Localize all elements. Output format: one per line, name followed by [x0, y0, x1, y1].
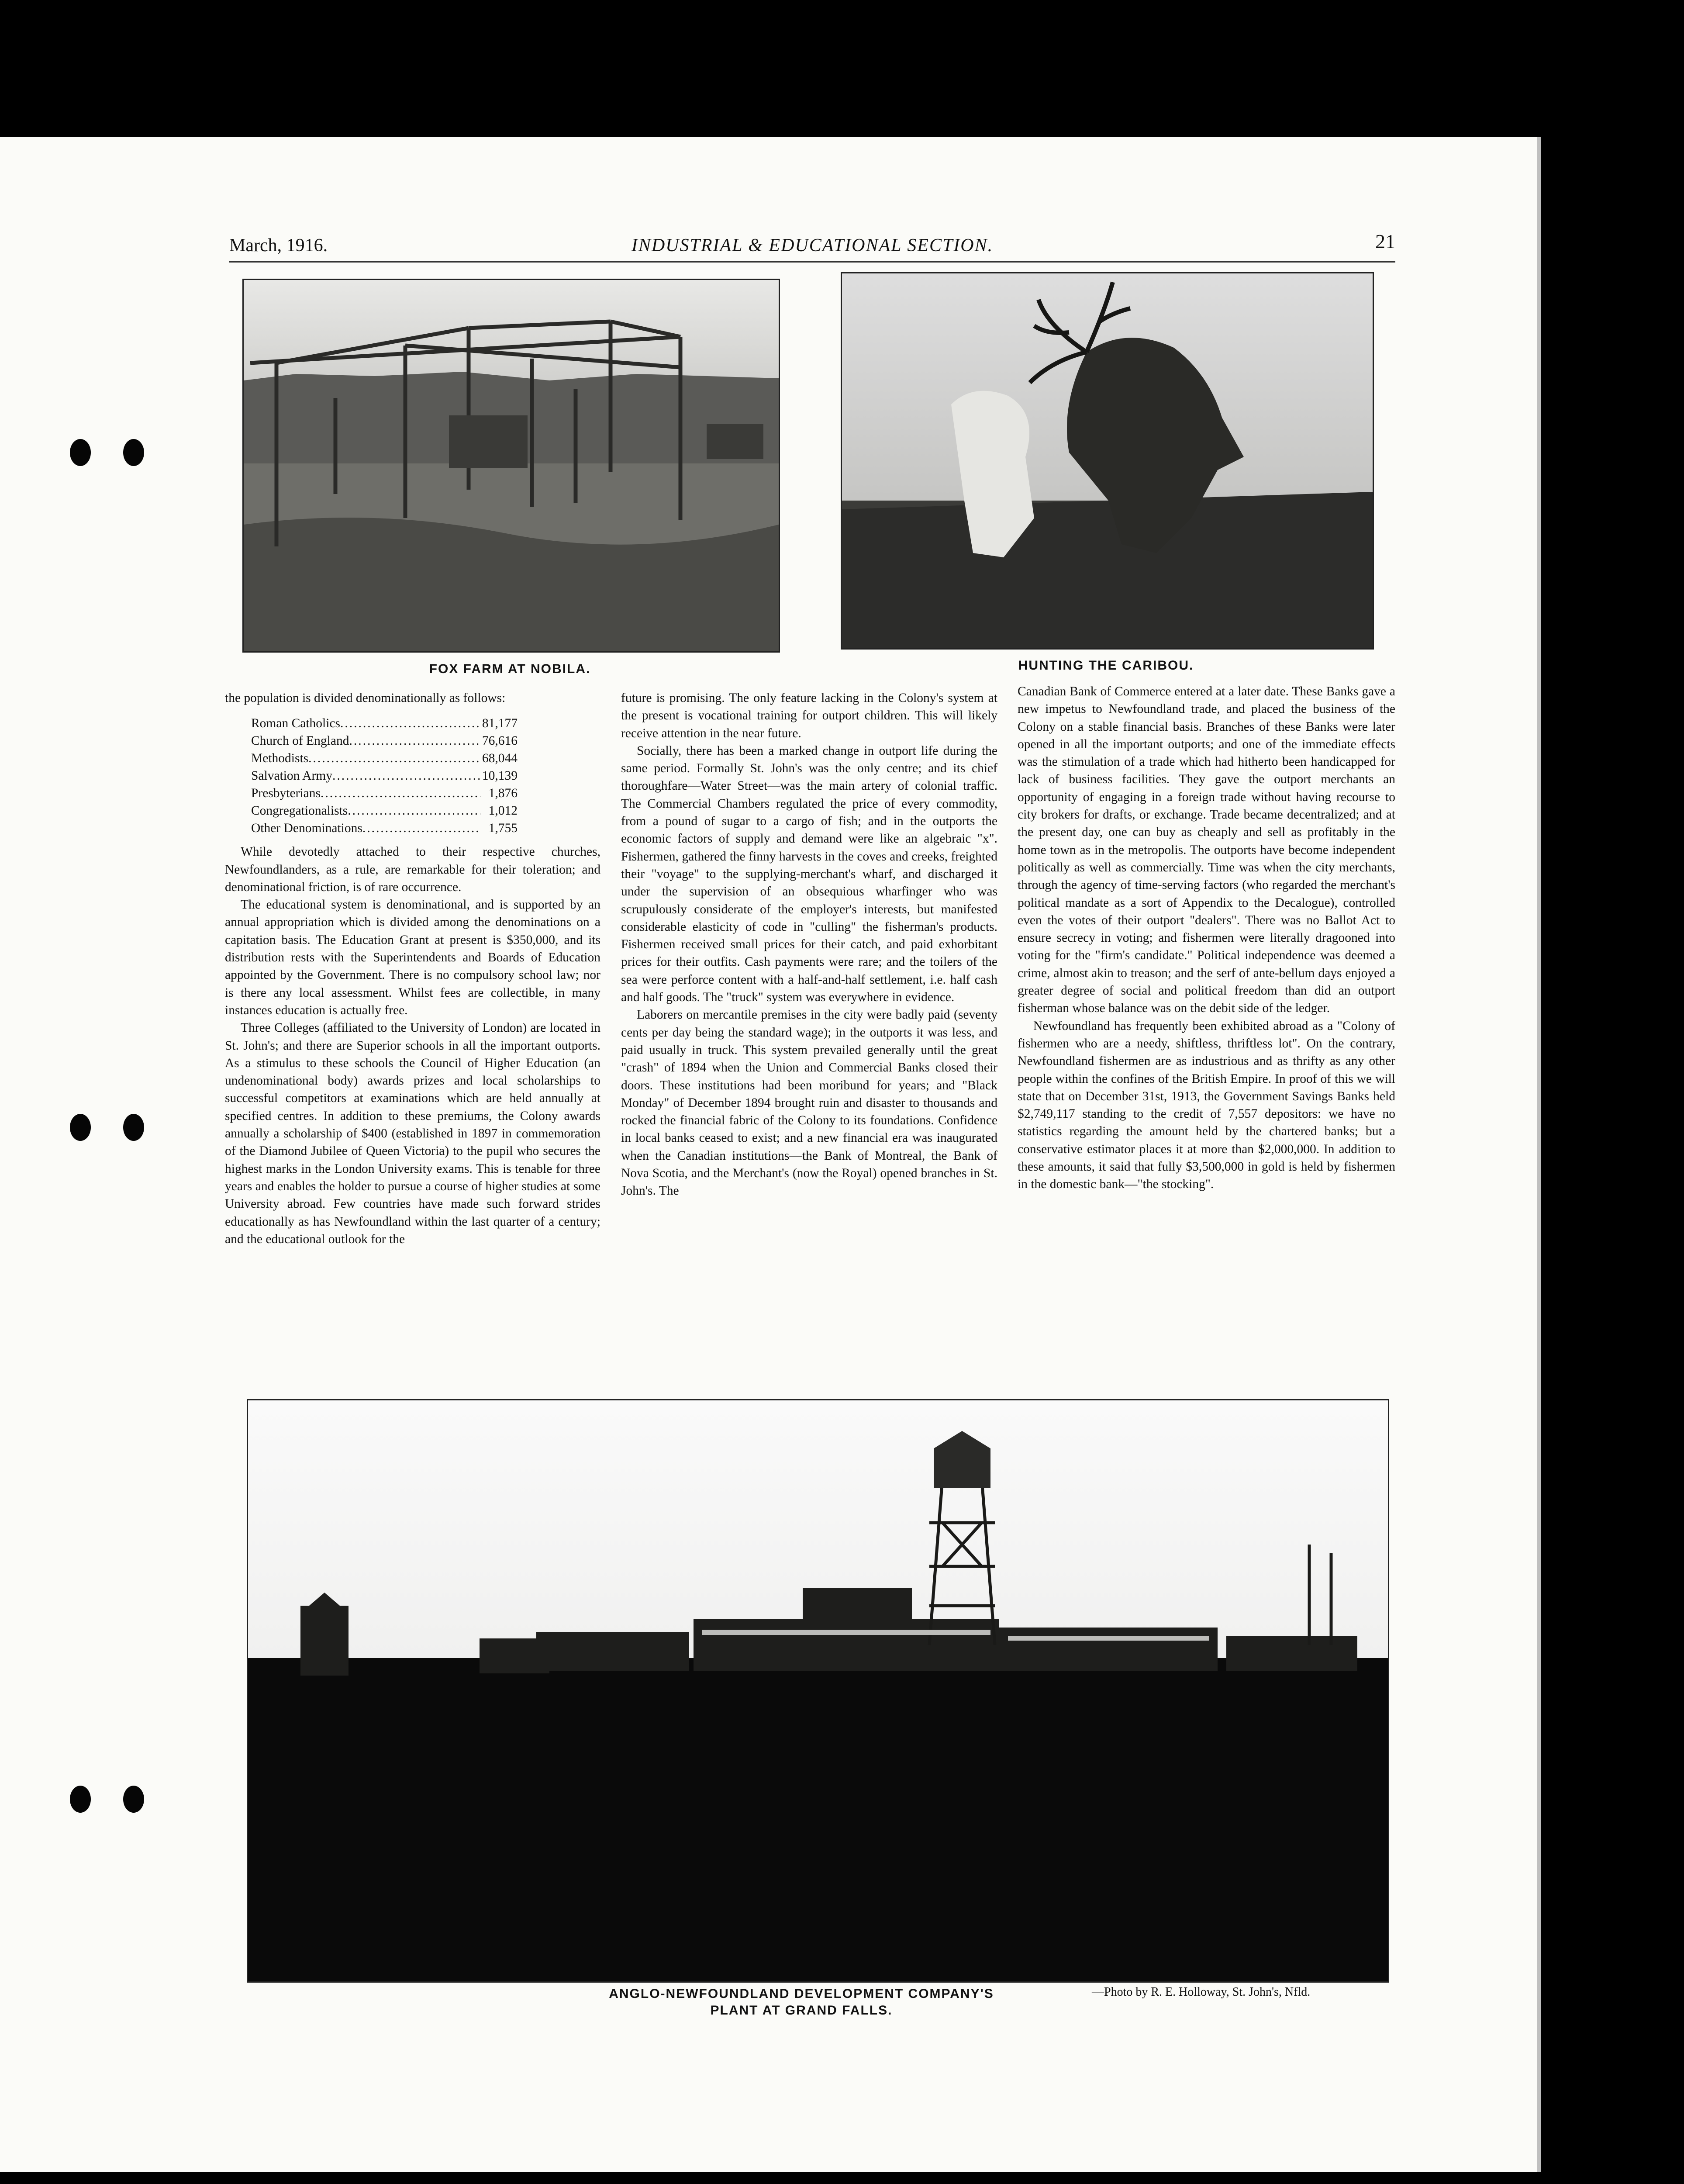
fox-farm-photo — [242, 279, 780, 653]
paragraph: The educational system is denominational, and is supported by an annual appropriation which is divided among the denominations on a capitation basis. The Education Grant at present is $350,000, and its distribution rests with the Superintendents and Boards of Education appointed by the Government. There is no compulsory school law; nor is there any local assessment. Whilst fees are collectible, in many instances education is actually free. — [225, 898, 600, 1017]
denomination-row: Congregationalists ..... 1,012 — [251, 802, 518, 819]
page-number: 21 — [1375, 230, 1395, 252]
paragraph: Canadian Bank of Commerce entered at a later date. These Banks gave a new impetus to Newfoundland trade, and placed the business of the Colony on a stable financial basis. Branches of these Banks were later opened in all the important outports; and one of the immediate effects was the stimulation of a trade which had hitherto been handicapped for lack of business facilities. They gave the outport merchants an opportunity of engaging in a foreign trade without having recourse to city brokers for drafts, or exchange. Trade became decentralized; and at the present day, one can buy as cheaply and sell as profitably in the home town as in the metropolis. The outports have become independent politically as well as commercially. Time was when the city merchants, through the agency of time-serving factors (who regarded the merchant's political mandate as a sort of Appendix to the Decalogue), controlled even the votes of their outport "dealers". There was no Ballot Act to ensure secrecy in voting; and fishermen were literally dragooned into voting for the "firm's candidate." Political independence was deemed a crime, almost akin to treason; and the serf of ante-bellum days enjoyed a greater degree of social and political freedom than did an outport fisherman whose balance was on the debit side of the ledger. — [1018, 684, 1395, 1016]
denomination-row: Other Denominations ..... 1,755 — [251, 819, 518, 837]
binder-hole — [70, 1114, 91, 1141]
paragraph: Three Colleges (affiliated to the University of London) are located in St. John's; and there are Superior schools in all the important outports. As a stimulus to these schools the Council of Higher Education (an undenominational body) awards prizes and local scholarships to successful competitors at examinations which are held annually at specified centres. In addition to these premiums, the Colony awards annually a scholarship of $400 (established in 1897 in commemoration of the Diamond Jubilee of Queen Victoria) to the pupil who secures the highest marks in the London University exams. This is tenable for three years and enables the holder to pursue a course of higher studies at some University abroad. Few countries have made such forward strides educationally as has Newfoundland within the last quarter of a century; and the educational outlook for the — [225, 1021, 600, 1246]
paragraph: Socially, there has been a marked change in outport life during the same period. Formally St. John's was the only centre; and its chief thoroughfare—Water Street—was the main artery of colonial traffic. The Commercial Chambers regulated the price of every commodity, from a pound of sugar to a cargo of fish; and in the outports the economic factors of supply and demand were like an algebraic "x". Fishermen, gathered the finny harvests in the coves and creeks, freighted their "voyage" to the supplying-merchant's wharf, and discharged it under the supervision of an obsequious wharfinger who was scrupulously considerate of the employer's interests, but manifested considerable elasticity of code in "culling" the fisherman's products. Fishermen received small prices for their catch, and paid exhorbitant prices for their outfits. Cash payments were rare; and the toilers of the sea were perforce content with a half-and-half settlement, i.e. half cash and half goods. The "truck" system was everywhere in evidence. — [621, 743, 997, 1005]
denomination-intro: the population is divided denominationally as follows: — [225, 691, 506, 705]
denomination-row: Salvation Army ..... 10,139 — [251, 767, 518, 784]
paragraph: While devotedly attached to their respective churches, Newfoundlanders, as a rule, are remarkable for their toleration; and denominational friction, is of rare occurrence. — [225, 845, 600, 894]
binder-hole — [123, 1786, 144, 1813]
paragraph: Laborers on mercantile premises in the city were badly paid (seventy cents per day being the standard wage); in the outports it was less, and paid usually in truck. This system prevailed generally until the great "crash" of 1894 when the Union and Commercial Banks closed their doors. These institutions had been moribund for years; and "Black Monday" of December 1894 brought ruin and disaster to thousands and rocked the financial fabric of the Colony to its foundations. Confidence in local banks ceased to exist; and a new financial era was inaugurated when the Canadian institutions—the Bank of Montreal, the Bank of Nova Scotia, and the Merchant's (now the Royal) opened branches in St. John's. The — [621, 1008, 997, 1198]
paragraph: Newfoundland has frequently been exhibited abroad as a "Colony of fishermen who are a needy, shiftless, thriftless lot". On the contrary, Newfoundland fishermen are as industrious and as thrifty as any other people within the confines of the British Empire. In proof of this we will state that on December 31st, 1913, the Government Savings Banks held $2,749,117 standing to the credit of 7,557 depositors: we have no statistics regarding the amount held by the chartered banks; but a conservative estimator places it at more than $2,000,000. In addition to these amounts, it said that fully $3,500,000 in gold is held by fishermen in the domestic bank—"the stocking". — [1018, 1019, 1395, 1192]
plant-caption-line-2: PLANT AT GRAND FALLS. — [710, 2003, 893, 2018]
section-title: INDUSTRIAL & EDUCATIONAL SECTION. — [631, 235, 994, 256]
column-3 — [1018, 683, 1395, 1193]
denomination-row: Presbyterians ..... 1,876 — [251, 784, 518, 802]
grand-falls-plant-photo — [247, 1399, 1389, 1983]
binder-hole — [70, 439, 91, 466]
binder-hole — [70, 1786, 91, 1813]
newspaper-page — [0, 137, 1541, 2172]
binder-hole — [123, 1114, 144, 1141]
denomination-list — [251, 715, 518, 837]
paragraph: future is promising. The only feature lacking in the Colony's system at the present is vocational training for outport children. This will likely receive attention in the near future. — [621, 691, 997, 740]
plant-caption — [555, 1986, 1048, 2019]
page-header — [229, 230, 1395, 263]
fox-farm-caption: FOX FARM AT NOBILA. — [429, 662, 591, 676]
column-2 — [621, 689, 997, 1200]
photo-credit: —Photo by R. E. Holloway, St. John's, Nfld. — [1092, 1985, 1311, 1999]
caribou-photo — [841, 272, 1374, 650]
binder-hole — [123, 439, 144, 466]
caribou-caption: HUNTING THE CARIBOU. — [1018, 658, 1194, 673]
plant-caption-line-1: ANGLO-NEWFOUNDLAND DEVELOPMENT COMPANY'S — [609, 1987, 994, 2001]
issue-date: March, 1916. — [229, 235, 328, 256]
column-1 — [225, 689, 600, 1248]
denomination-row: Methodists ..... 68,044 — [251, 750, 518, 767]
denomination-row: Church of England ..... 76,616 — [251, 732, 518, 750]
denomination-row: Roman Catholics ..... 81,177 — [251, 715, 518, 732]
